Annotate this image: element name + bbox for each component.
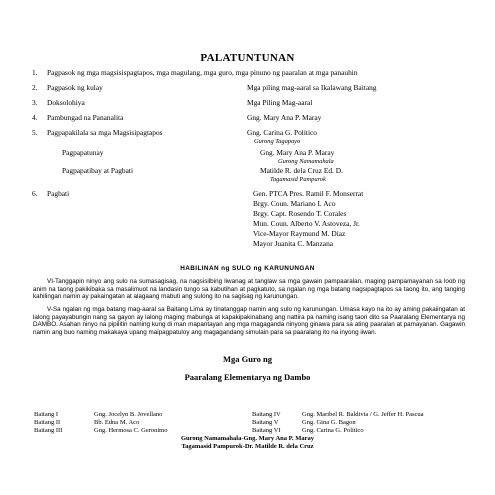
grade-left: Baitang III — [34, 427, 63, 434]
grade-right: Baitang VI — [252, 427, 281, 434]
head-teacher: Gurong Namamahala-Gng. Mary Ana P. Maray — [180, 435, 315, 442]
speaker: Gen. PTCA Pres. Ramil F. Monserrat — [253, 189, 364, 198]
speaker: Brgy. Capt. Rosendo T. Corales — [253, 209, 347, 218]
teacher-right: Gng. Gina G. Bagon — [302, 419, 356, 426]
item-value: Mga piling mag-aaral sa Ikalawang Baitang — [247, 83, 377, 92]
item-label: Pagpasok ng mga magsisispagtapos, mga magulang, mga guro, mga pinuno ng paaralan at mga panauhin — [47, 68, 358, 77]
habilinan-paragraph-2: V-Sa ngalan ng mga batang mag-aaral sa Baitang Lima ay tinatanggap namin ang sulo ng karunungan. Umasa kayo na ito ay aming pakaiingatan at lalong payayabungin nang sa gayon ay lalong maging mabunga at kapakipakinabang ang nattira pa naming isang taon dito sa Paaralang Elementarya ng DAMBO. Asahan ninyo na pipilitin naming kung di man mapantayan ang mga magaganda ninyong ginawa para sa ating paaralan at pamayanan. Gagawin namin ang buo naming makakaya upang maipagpatuloy ang magagandang simulain para sa paaralang ito na inyong iiwan. — [33, 306, 465, 336]
item-value: Gng. Mary Ana P. Maray — [260, 148, 335, 157]
item-number: 4. — [32, 113, 38, 122]
habilinan-paragraph-1: VI-Tanggapin ninyo ang sulo na sumasagisag, na nagsisilbing liwanag at tanglaw sa mga gawain pampaaralan, maging pampamayanan sa loob ng anim na taong pakikibaka sa masalimuot na landasin tungo sa kabutihan at pagkatuto, sa ngalan ng mga batang nagsipagtapos sa taong ito, ang tanging kahilingan namin ay pakaingatan at alagaang mabuti ang sulong ito na sagisag ng karunungan. — [33, 278, 465, 301]
habilinan-title: HABILINAN ng SULO ng KARUNUNGAN — [180, 265, 315, 272]
item-number: 5. — [32, 128, 38, 137]
item-subtitle: Gurong Tagapayo — [254, 138, 301, 145]
grade-right: Baitang IV — [252, 411, 281, 418]
teacher-left: Bb. Edna M. Aco — [94, 419, 140, 426]
item-label: Pagpapakilala sa mga Magsisipagtapos — [47, 128, 163, 137]
page-title: PALATUNTUNAN — [200, 52, 295, 64]
grade-left: Baitang II — [34, 419, 61, 426]
item-value: Gng. Mary Ana P. Maray — [247, 113, 322, 122]
item-value: Matilde R. dela Cruz Ed. D. — [260, 166, 343, 175]
item-label: Doksolohiya — [47, 98, 85, 107]
item-number: 6. — [32, 189, 38, 198]
school-name: Paaralang Elementarya ng Dambo — [184, 372, 311, 382]
speaker: Vice-Mayor Raymund M. Diaz — [253, 229, 346, 238]
teacher-right: Gng. Carina G. Politico — [302, 427, 364, 434]
item-label: Pambungad na Pananalita — [47, 113, 124, 122]
item-label: Pagpasok ng kulay — [47, 83, 103, 92]
grade-left: Baitang I — [34, 411, 59, 418]
item-value: Gng. Carina G. Politico — [247, 128, 317, 137]
speaker: Mayor Juanita C. Manzana — [253, 239, 334, 248]
teachers-title: Mga Guro ng — [223, 354, 272, 364]
item-subtitle: Gurong Namamahala — [278, 158, 334, 165]
teacher-left: Gng. Hermosa C. Geronimo — [94, 427, 168, 434]
item-label: Pagpapatunay — [62, 148, 104, 157]
item-number: 3. — [32, 98, 38, 107]
teacher-left: Gng. Jocelyn B. Jovellano — [94, 411, 163, 418]
teacher-right: Gng. Maribel R. Baldivia / G. Jeffer H. Pascua — [302, 411, 424, 418]
item-label: Pagpapatibay at Pagbati — [62, 166, 134, 175]
item-number: 2. — [32, 83, 38, 92]
speaker: Mun. Coun. Alberto V. Astoveza, Jr. — [253, 219, 360, 228]
item-label: Pagbati — [47, 189, 70, 198]
district-supervisor: Tagamasid Pampurok-Dr. Matilde R. dela Cruz — [181, 443, 314, 450]
item-value: Mga Piling Mag-aaral — [247, 98, 313, 107]
item-subtitle: Tagamasid Pampurok — [270, 176, 326, 183]
speaker: Brgy. Coun. Mariano I. Aco — [253, 199, 336, 208]
grade-right: Baitang V — [252, 419, 279, 426]
item-number: 1. — [32, 68, 38, 77]
